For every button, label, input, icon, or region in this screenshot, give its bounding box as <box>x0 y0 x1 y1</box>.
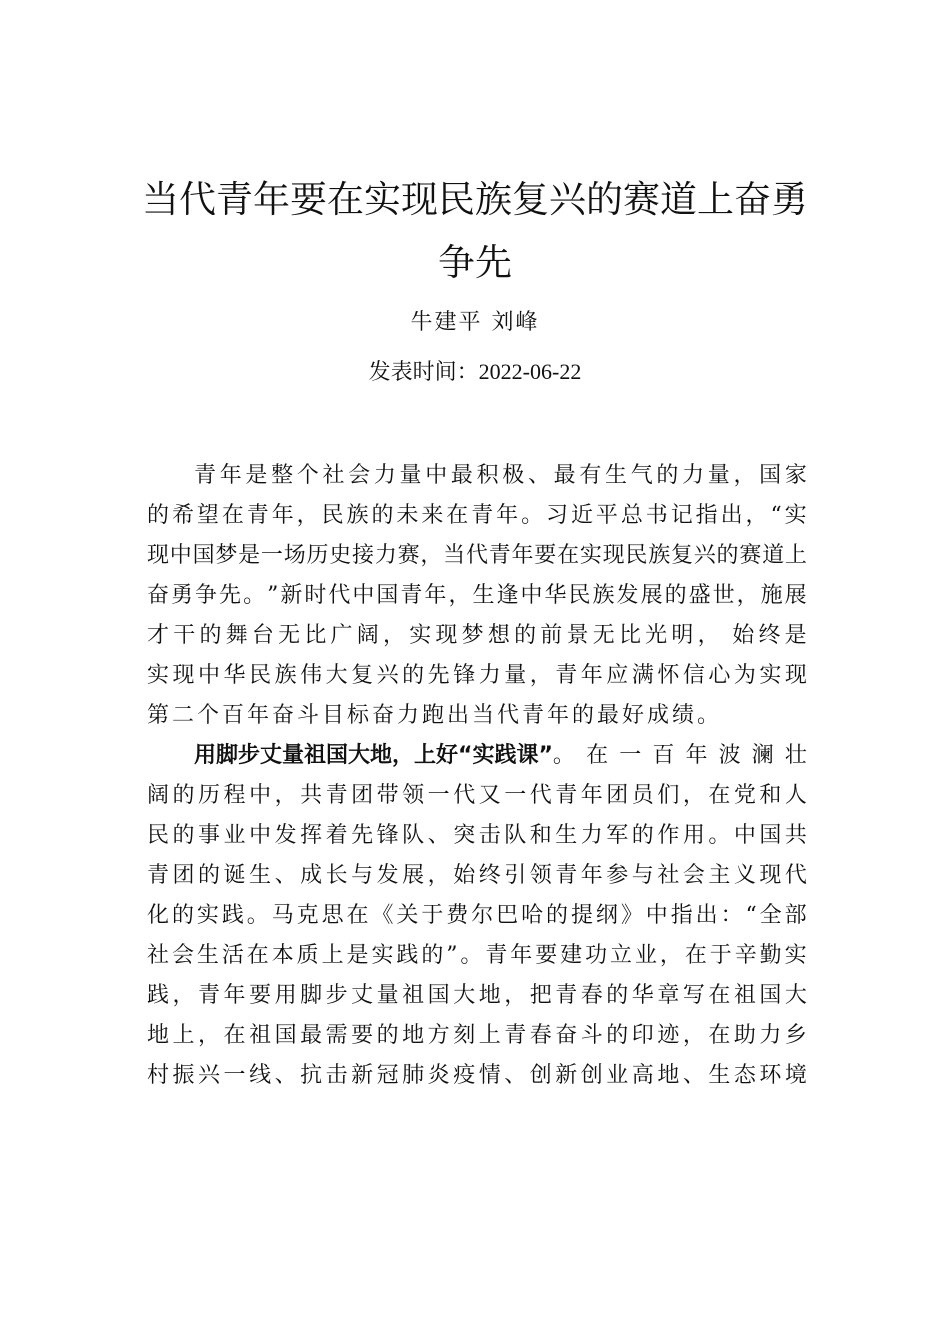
article-body <box>147 456 807 1096</box>
section-lead-rest: 。 在 一 百 年 波 澜 壮 <box>552 743 807 768</box>
section-lead-heading: 用脚步丈量祖国大地，上好“实践课” <box>194 743 553 768</box>
paragraph-2-line: 化 的 实 践 。 马 克 思 在 《 关 于 费 尔 巴 哈 的 提 纲 》 中 指 出 ： “ 全 部 <box>147 903 807 928</box>
publish-date-value: 2022-06-22 <box>478 359 582 384</box>
publish-date-label: 发表时间： <box>368 360 479 385</box>
paragraph-2-line: 民 的 事 业 中 发 挥 着 先 锋 队 、 突 击 队 和 生 力 军 的 作 用 。 中 国 共 <box>147 823 807 848</box>
paragraph-1-line: 现 中 国 梦 是 一 场 历 史 接 力 赛 ， 当 代 青 年 要 在 实 现 民 族 复 兴 的 赛 道 上 <box>147 543 807 568</box>
paragraph-1-line: 的 希 望 在 青 年 ， 民 族 的 未 来 在 青 年 。 习 近 平 总 书 记 指 出 ， “ 实 <box>147 503 807 528</box>
publish-date <box>0 358 950 387</box>
paragraph-2-line: 阔 的 历 程 中 ， 共 青 团 带 领 一 代 又 一 代 青 年 团 员 们 ， 在 党 和 人 <box>147 783 807 808</box>
paragraph-1-line: 青 年 是 整 个 社 会 力 量 中 最 积 极 、 最 有 生 气 的 力 量 ， 国 家 <box>194 463 807 488</box>
paragraph-1-line: 奋 勇 争 先 。 ” 新 时 代 中 国 青 年 ， 生 逢 中 华 民 族 发 展 的 盛 世 ， 施 展 <box>147 583 807 608</box>
article-title-line-2: 争先 <box>438 241 512 284</box>
paragraph-2-line: 村 振 兴 一 线 、 抗 击 新 冠 肺 炎 疫 情 、 创 新 创 业 高 地 、 生 态 环 境 <box>147 1063 807 1088</box>
paragraph-1-line: 实 现 中 华 民 族 伟 大 复 兴 的 先 锋 力 量 ， 青 年 应 满 怀 信 心 为 实 现 <box>147 663 807 688</box>
paragraph-1-line: 第二个百年奋斗目标奋力跑出当代青年的最好成绩。 <box>147 703 723 728</box>
article-authors: 牛建平 刘峰 <box>410 310 540 335</box>
paragraph-2-line: 地 上 ， 在 祖 国 最 需 要 的 地 方 刻 上 青 春 奋 斗 的 印 迹 ， 在 助 力 乡 <box>147 1023 807 1048</box>
paragraph-2-line: 践 ， 青 年 要 用 脚 步 丈 量 祖 国 大 地 ， 把 青 春 的 华 章 写 在 祖 国 大 <box>147 983 807 1008</box>
paragraph-2-first-line <box>147 736 807 776</box>
paragraph-2-line: 社 会 生 活 在 本 质 上 是 实 践 的 ” 。 青 年 要 建 功 立 业 ， 在 于 辛 勤 实 <box>147 943 807 968</box>
paragraph-1-line: 才 干 的 舞 台 无 比 广 阔 ， 实 现 梦 想 的 前 景 无 比 光 明 ， 始 终 是 <box>147 623 807 648</box>
paragraph-2-line: 青 团 的 诞 生 、 成 长 与 发 展 ， 始 终 引 领 青 年 参 与 社 会 主 义 现 代 <box>147 863 807 888</box>
article-title-line-1: 当代青年要在实现民族复兴的赛道上奋勇 <box>142 178 808 221</box>
